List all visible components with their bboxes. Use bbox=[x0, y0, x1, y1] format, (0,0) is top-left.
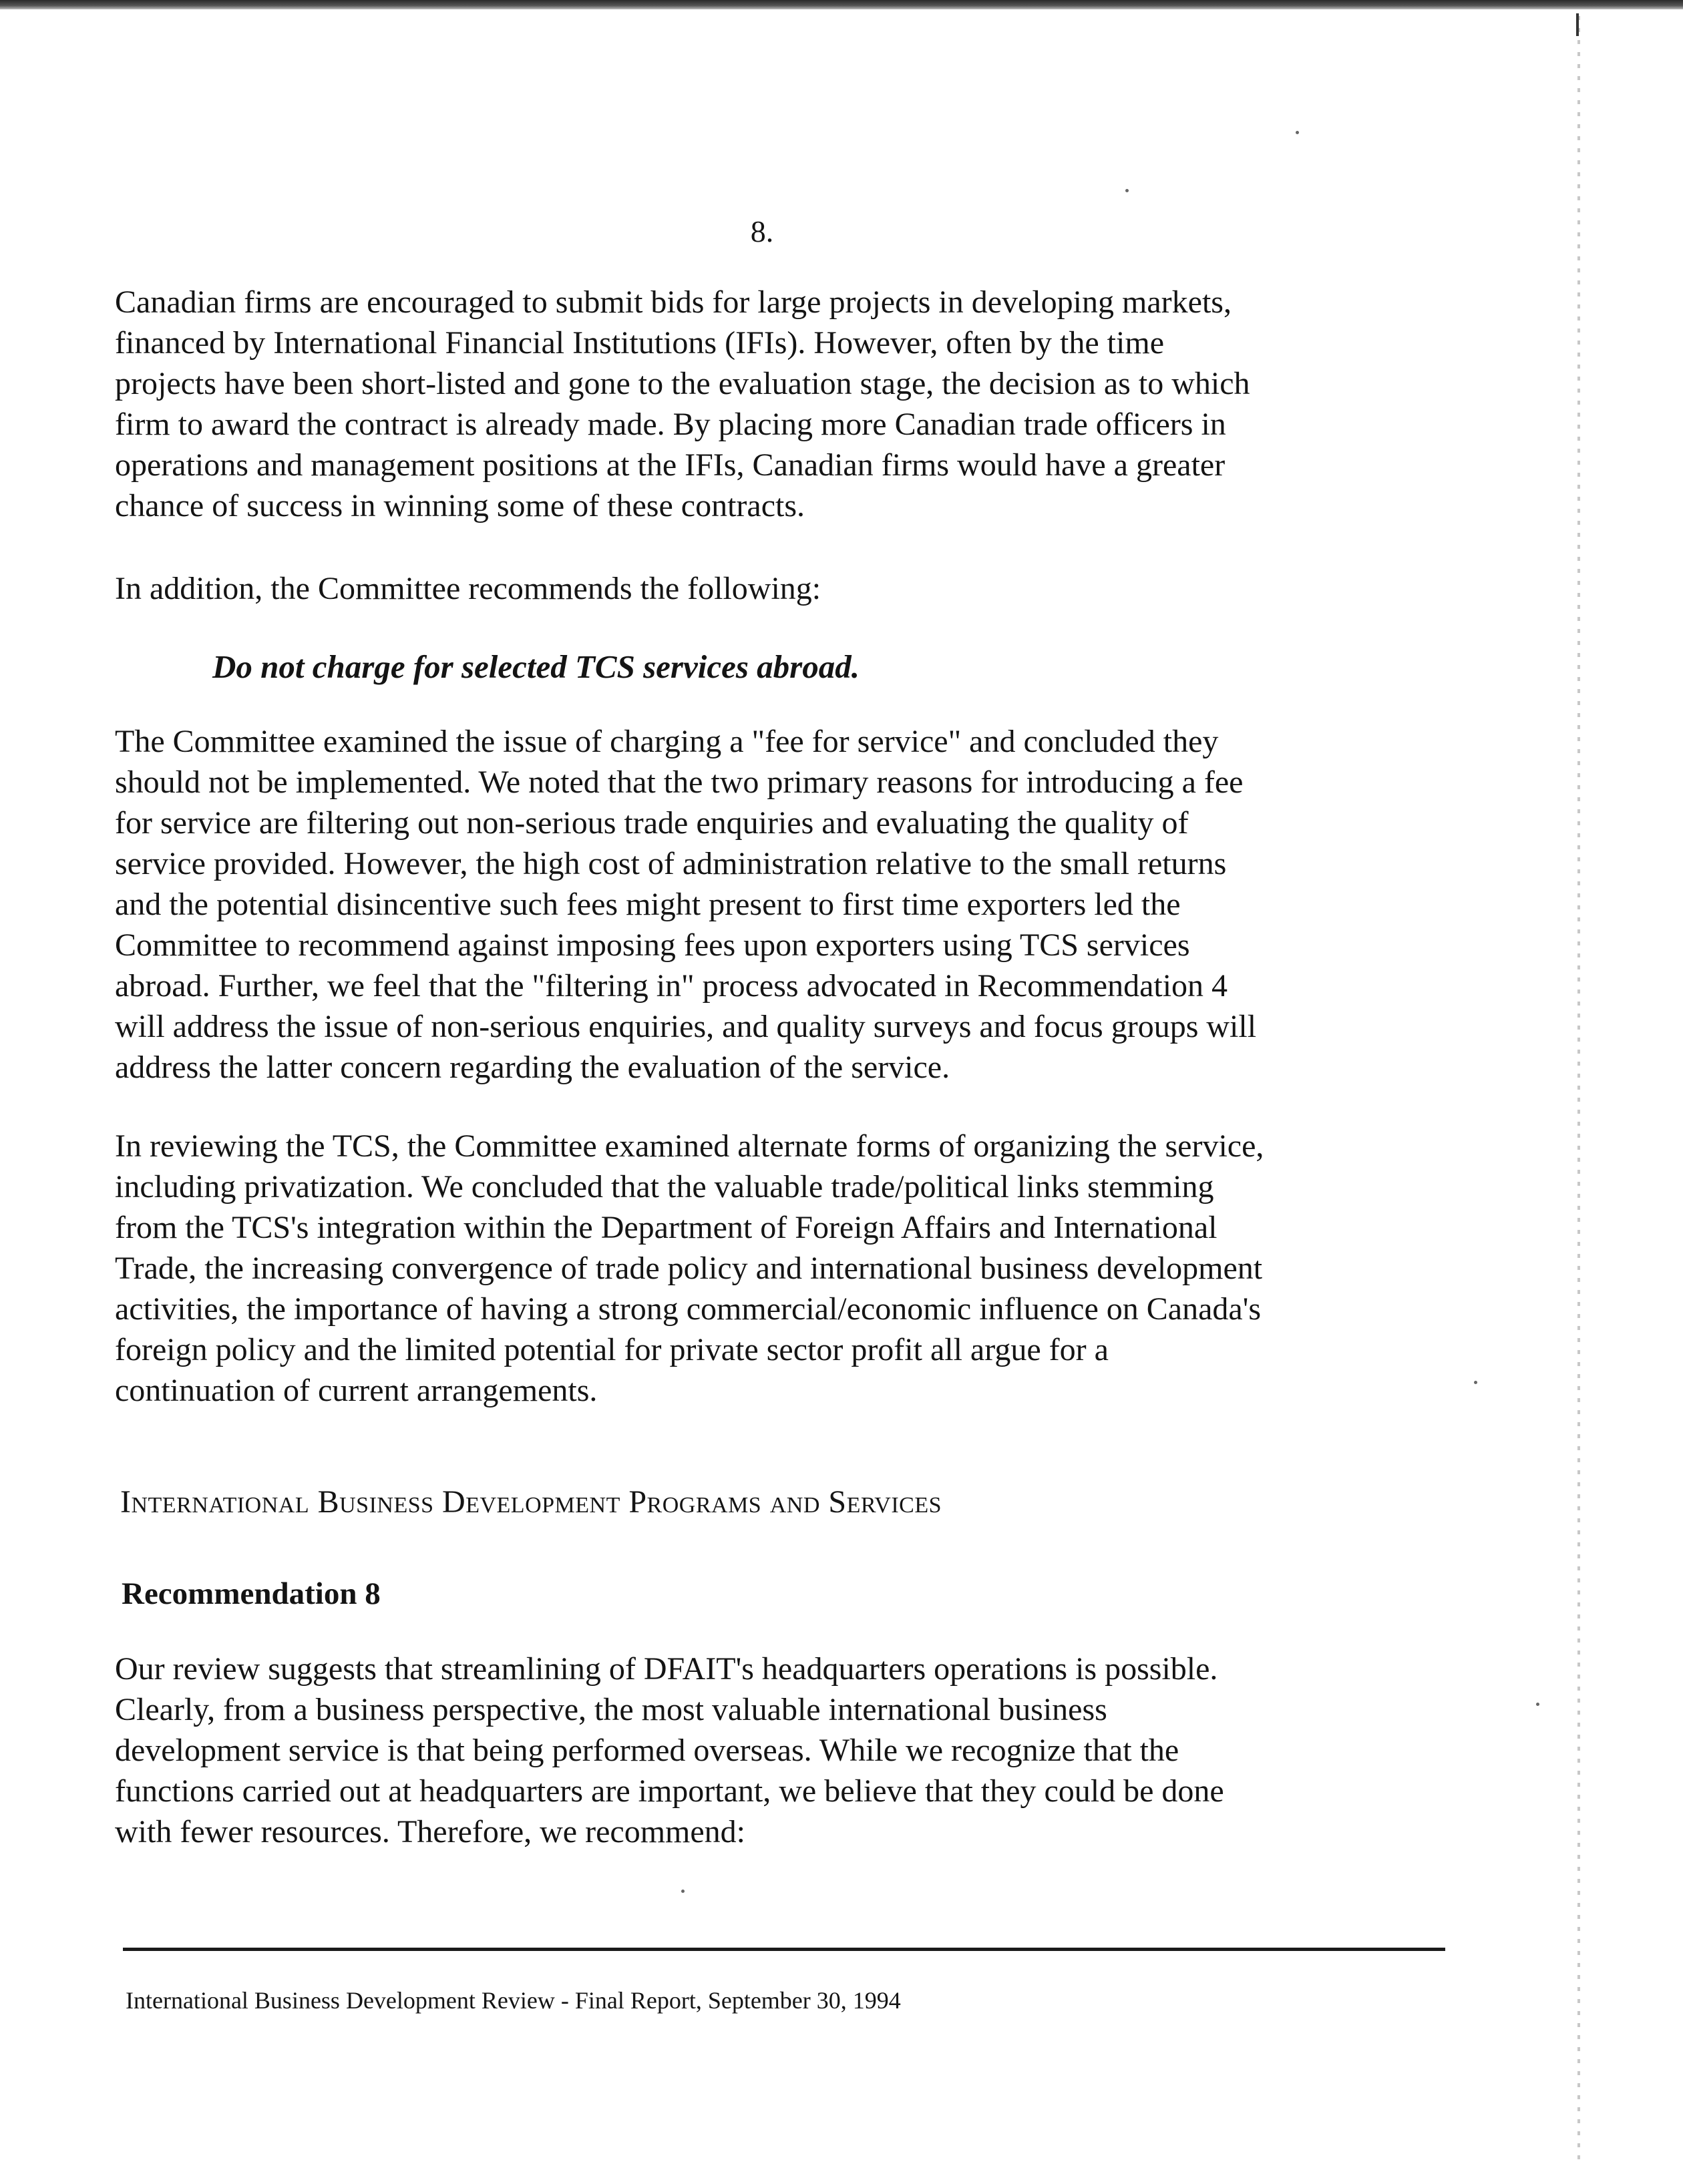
footer-text: International Business Development Review - Final Report, September 30, 1994 bbox=[126, 1987, 901, 2014]
text-line: The Committee examined the issue of charging a "fee for service" and concluded they bbox=[115, 724, 1219, 759]
text-line: continuation of current arrangements. bbox=[115, 1373, 598, 1408]
text-line: foreign policy and the limited potential for private sector profit all argue for a bbox=[115, 1332, 1109, 1367]
text-line: Clearly, from a business perspective, the most valuable international business bbox=[115, 1692, 1107, 1727]
text-line: for service are filtering out non-serious trade enquiries and evaluating the quality of bbox=[115, 805, 1189, 841]
text-line: functions carried out at headquarters are important, we believe that they could be done bbox=[115, 1773, 1224, 1809]
paragraph-ifi-bids bbox=[115, 282, 1441, 526]
text-line: address the latter concern regarding the evaluation of the service. bbox=[115, 1050, 950, 1085]
text-line: will address the issue of non-serious enquiries, and quality surveys and focus groups will bbox=[115, 1009, 1257, 1044]
page-number: 8. bbox=[750, 214, 774, 248]
text-line: and the potential disincentive such fees might present to first time exporters led the bbox=[115, 887, 1181, 922]
text-line: projects have been short-listed and gone to the evaluation stage, the decision as to which bbox=[115, 366, 1250, 401]
text-line: service provided. However, the high cost of administration relative to the small returns bbox=[115, 846, 1227, 881]
section-heading: International Business Development Programs and Services bbox=[120, 1484, 942, 1520]
scan-speck bbox=[1536, 1703, 1539, 1706]
paragraph-committee-recommends bbox=[115, 568, 1441, 609]
text-line: operations and management positions at the IFIs, Canadian firms would have a greater bbox=[115, 447, 1226, 483]
scan-edge-mark bbox=[1576, 13, 1579, 36]
text-line: Committee to recommend against imposing fees upon exporters using TCS services bbox=[115, 927, 1190, 963]
text-line: including privatization. We concluded that the valuable trade/political links stemming bbox=[115, 1169, 1214, 1205]
text-line: abroad. Further, we feel that the "filtering in" process advocated in Recommendation 4 bbox=[115, 968, 1228, 1004]
text-line: Trade, the increasing convergence of trade policy and international business development bbox=[115, 1251, 1263, 1286]
scan-speck bbox=[1296, 131, 1299, 134]
text-line: In addition, the Committee recommends the following: bbox=[115, 571, 821, 606]
paragraph-fee-for-service bbox=[115, 721, 1441, 1088]
scan-right-edge bbox=[1577, 16, 1580, 2166]
text-line: from the TCS's integration within the Department of Foreign Affairs and International bbox=[115, 1210, 1218, 1245]
text-line: financed by International Financial Institutions (IFIs). However, often by the time bbox=[115, 325, 1164, 361]
text-line: firm to award the contract is already made. By placing more Canadian trade officers in bbox=[115, 407, 1226, 442]
footer-divider bbox=[123, 1948, 1445, 1951]
text-line: chance of success in winning some of these contracts. bbox=[115, 488, 805, 523]
scan-top-edge bbox=[0, 0, 1683, 9]
paragraph-hq-streamlining bbox=[115, 1649, 1441, 1852]
recommendation-heading: Recommendation 8 bbox=[122, 1576, 381, 1611]
text-line: Our review suggests that streamlining of DFAIT's headquarters operations is possible. bbox=[115, 1651, 1218, 1687]
scan-speck bbox=[681, 1890, 685, 1893]
text-line: should not be implemented. We noted that the two primary reasons for introducing a fee bbox=[115, 765, 1244, 800]
scan-speck bbox=[1474, 1381, 1477, 1384]
text-line: with fewer resources. Therefore, we recommend: bbox=[115, 1814, 746, 1849]
text-line: development service is that being performed overseas. While we recognize that the bbox=[115, 1733, 1179, 1768]
text-line: activities, the importance of having a strong commercial/economic influence on Canada's bbox=[115, 1291, 1262, 1327]
text-line: In reviewing the TCS, the Committee examined alternate forms of organizing the service, bbox=[115, 1128, 1264, 1164]
scan-speck bbox=[1125, 189, 1129, 192]
paragraph-tcs-review bbox=[115, 1126, 1441, 1411]
text-line: Canadian firms are encouraged to submit bids for large projects in developing markets, bbox=[115, 284, 1232, 320]
recommendation-statement: Do not charge for selected TCS services abroad. bbox=[212, 648, 860, 685]
